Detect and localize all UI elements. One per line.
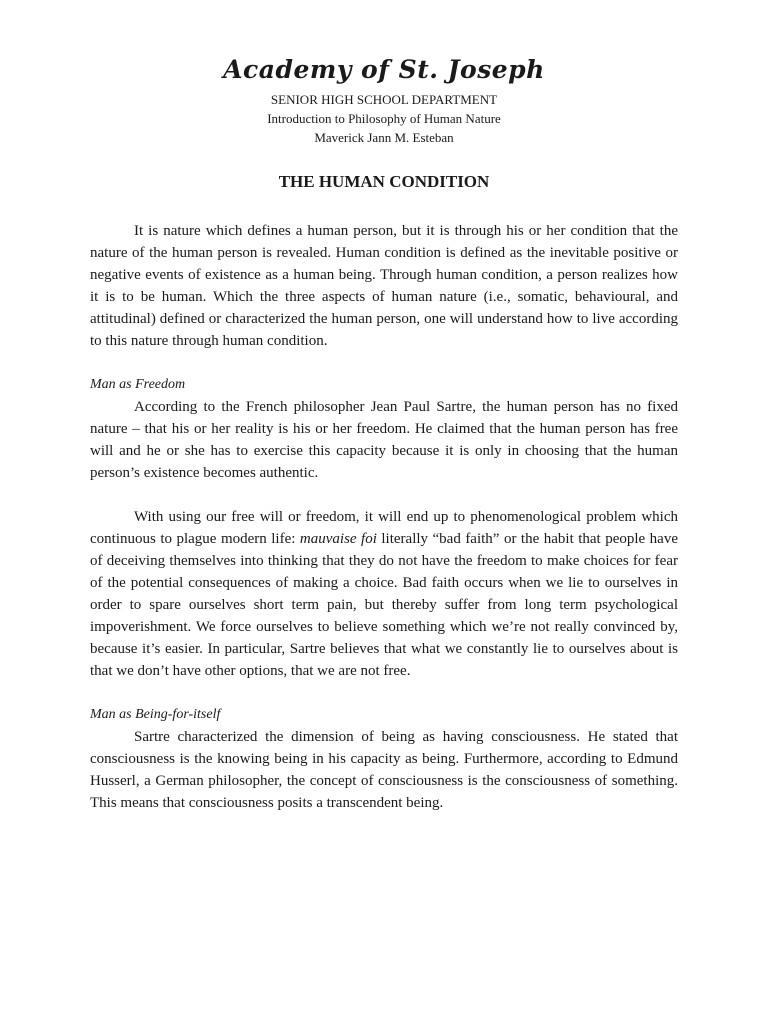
document-title: THE HUMAN CONDITION — [278, 172, 490, 191]
author-line: Maverick Jann M. Esteban — [314, 130, 454, 145]
school-name: Academy of St. Joseph — [223, 55, 545, 84]
course-line: Introduction to Philosophy of Human Nature — [267, 111, 501, 126]
intro-paragraph: It is nature which defines a human person, but it is through his or her condition that the nature of the human person is revealed. Human condition is defined as the inevitable positive or negative events of existence as a human being. Through human condition, a person realizes how it is to be human. Which the three aspects of human nature (i.e., somatic, behavioural, and attitudinal) defined or characterized the human person, one will understand how to live according to this nature through human condition. — [90, 223, 678, 349]
freedom-paragraph-2-start: With using our free will or freedom, it will end up to phenomenological problem which continuous to plague modern life: — [90, 509, 678, 547]
section-heading-freedom: Man as Freedom — [90, 377, 186, 392]
section-heading-being: Man as Being-for-itself — [90, 707, 221, 722]
mauvaise-foi-term: mauvaise foi — [299, 531, 377, 547]
freedom-paragraph-2 — [90, 506, 678, 682]
department-line: SENIOR HIGH SCHOOL DEPARTMENT — [270, 92, 498, 107]
document-header — [90, 0, 678, 147]
freedom-paragraph-1: According to the French philosopher Jean Paul Sartre, the human person has no fixed nature – that his or her reality is his or her freedom. He claimed that the human person has free will and he or she has to exercise this capacity because it is only in choosing that the human person’s existence becomes authentic. — [90, 399, 678, 481]
being-paragraph-1: Sartre characterized the dimension of being as having consciousness. He stated that consciousness is the knowing being in his capacity as being. Furthermore, according to Edmund Husserl, a German philosopher, the concept of consciousness is the consciousness of something. This means that consciousness posits a transcendent being. — [90, 729, 678, 811]
freedom-paragraph-2-end: literally “bad faith” or the habit that people have of deceiving themselves into thinking that they do not have the freedom to make choices for fear of the potential consequences of making a choice. Bad faith occurs when we lie to ourselves in order to spare ourselves short term pain, but thereby suffer from long term psychological impoverishment. We force ourselves to believe something which we’re not really convinced by, because it’s easier. In particular, Sartre believes that what we constantly lie to ourselves about is that we don’t have other options, that we are not free. — [90, 531, 678, 679]
